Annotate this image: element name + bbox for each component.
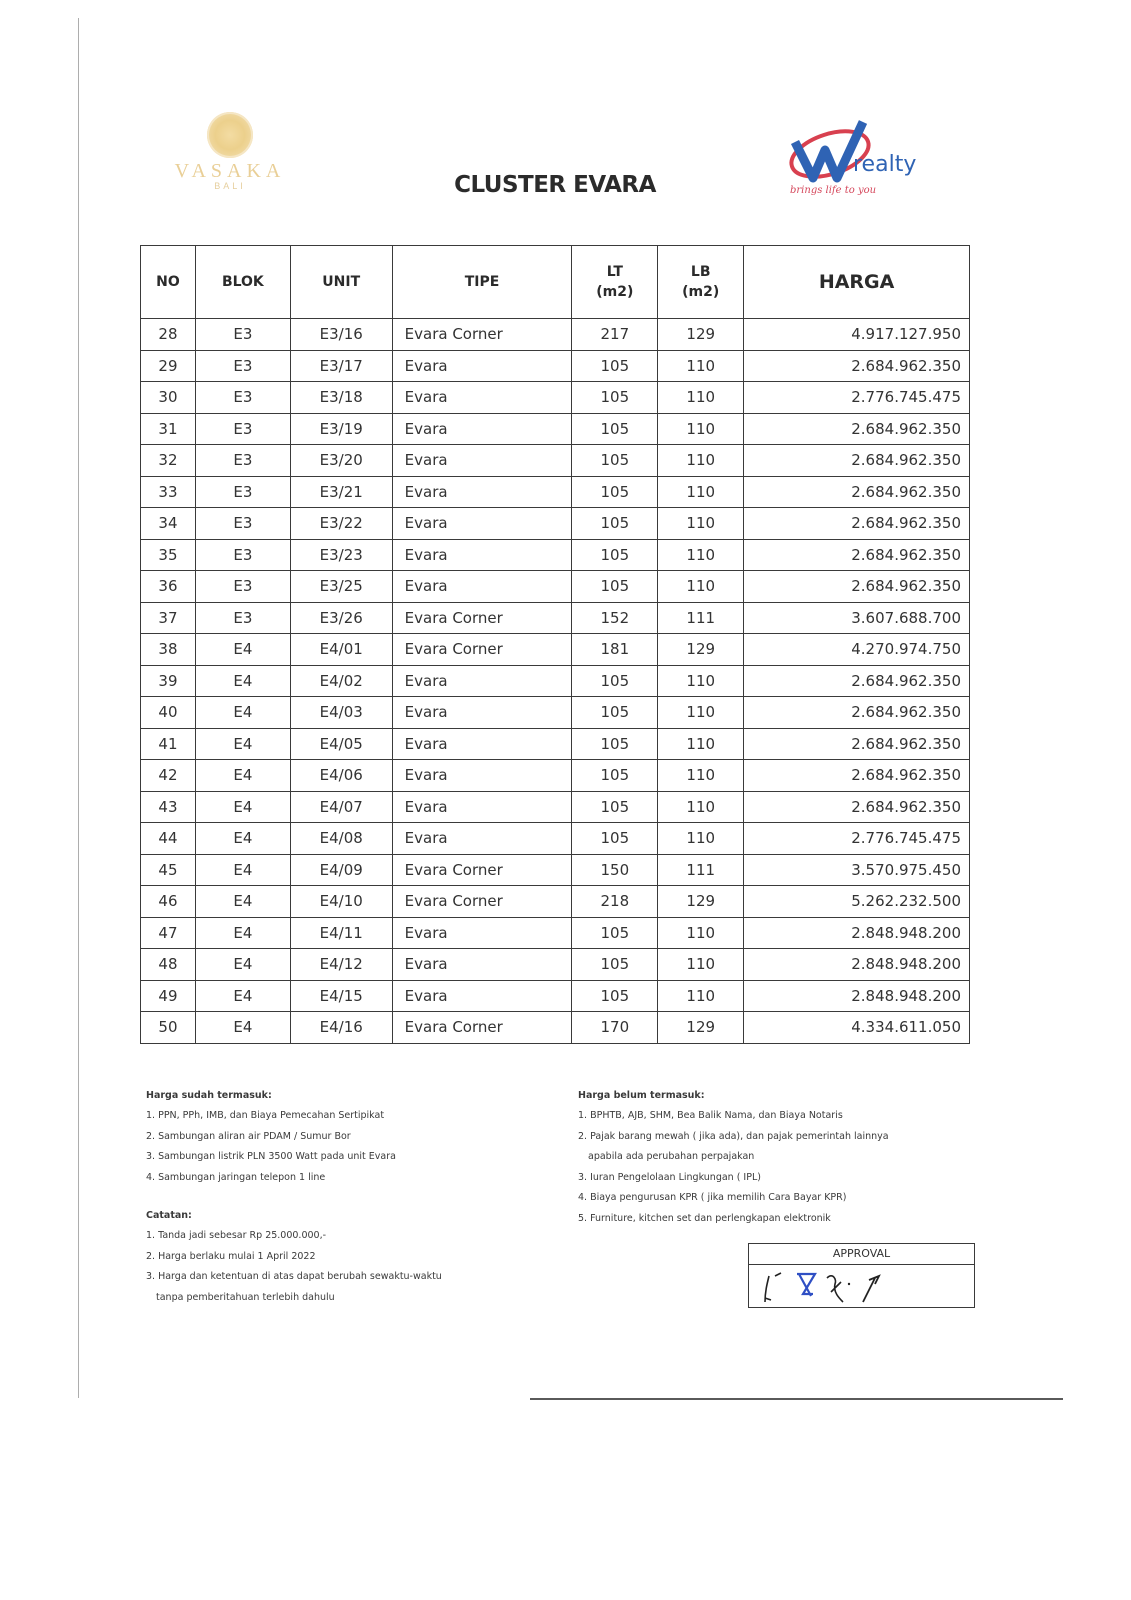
included-item: 1. PPN, PPh, IMB, dan Biaya Pemecahan Sertipikat bbox=[146, 1110, 385, 1121]
cell-unit: E3/17 bbox=[290, 350, 392, 382]
cell-blok: E3 bbox=[195, 602, 290, 634]
cell-lb: 110 bbox=[658, 949, 744, 981]
cell-blok: E3 bbox=[195, 508, 290, 540]
cell-harga: 2.684.962.350 bbox=[744, 571, 970, 603]
cell-harga: 4.270.974.750 bbox=[744, 634, 970, 666]
table-row bbox=[141, 571, 970, 603]
table-row bbox=[141, 886, 970, 918]
table-row bbox=[141, 350, 970, 382]
mandala-icon bbox=[207, 112, 253, 158]
cell-tipe: Evara Corner bbox=[392, 1012, 572, 1044]
cell-no: 37 bbox=[141, 602, 196, 634]
cell-lt: 105 bbox=[572, 949, 658, 981]
cell-tipe: Evara bbox=[392, 980, 572, 1012]
cell-tipe: Evara bbox=[392, 728, 572, 760]
cell-lt: 105 bbox=[572, 791, 658, 823]
cell-harga: 2.684.962.350 bbox=[744, 760, 970, 792]
cell-no: 44 bbox=[141, 823, 196, 855]
table-row bbox=[141, 823, 970, 855]
note-item-continuation: tanpa pemberitahuan terlebih dahulu bbox=[156, 1291, 335, 1303]
cell-harga: 2.684.962.350 bbox=[744, 476, 970, 508]
cell-tipe: Evara bbox=[392, 571, 572, 603]
lb-label: LB bbox=[690, 264, 711, 280]
table-row bbox=[141, 634, 970, 666]
note-item: 2. Harga berlaku mulai 1 April 2022 bbox=[146, 1250, 316, 1262]
cell-lb: 110 bbox=[658, 728, 744, 760]
excluded-heading: Harga belum termasuk: bbox=[578, 1090, 705, 1101]
cell-blok: E4 bbox=[195, 854, 290, 886]
cell-no: 50 bbox=[141, 1012, 196, 1044]
cell-harga: 2.684.962.350 bbox=[744, 539, 970, 571]
cell-unit: E4/02 bbox=[290, 665, 392, 697]
cell-blok: E4 bbox=[195, 791, 290, 823]
cell-harga: 2.776.745.475 bbox=[744, 823, 970, 855]
scan-edge-line bbox=[78, 18, 79, 1398]
cell-lt: 105 bbox=[572, 539, 658, 571]
cell-unit: E4/12 bbox=[290, 949, 392, 981]
cell-harga: 3.570.975.450 bbox=[744, 854, 970, 886]
cell-unit: E3/22 bbox=[290, 508, 392, 540]
cell-unit: E4/11 bbox=[290, 917, 392, 949]
cell-lt: 152 bbox=[572, 602, 658, 634]
cell-lb: 110 bbox=[658, 539, 744, 571]
table-header-row bbox=[141, 246, 970, 319]
table-row bbox=[141, 728, 970, 760]
cell-lb: 110 bbox=[658, 917, 744, 949]
included-item: 4. Sambungan jaringan telepon 1 line bbox=[146, 1171, 326, 1183]
cell-lb: 111 bbox=[658, 602, 744, 634]
cell-lb: 110 bbox=[658, 445, 744, 477]
cell-no: 34 bbox=[141, 508, 196, 540]
realty-tagline: brings life to you bbox=[790, 185, 877, 196]
cell-no: 38 bbox=[141, 634, 196, 666]
cell-lb: 110 bbox=[658, 508, 744, 540]
cell-harga: 2.684.962.350 bbox=[744, 350, 970, 382]
cell-lb: 110 bbox=[658, 823, 744, 855]
cell-unit: E4/03 bbox=[290, 697, 392, 729]
cell-no: 31 bbox=[141, 413, 196, 445]
cell-harga: 2.848.948.200 bbox=[744, 949, 970, 981]
cell-harga: 4.334.611.050 bbox=[744, 1012, 970, 1044]
table-row bbox=[141, 413, 970, 445]
cell-no: 29 bbox=[141, 350, 196, 382]
cell-harga: 2.848.948.200 bbox=[744, 917, 970, 949]
cell-lt: 105 bbox=[572, 508, 658, 540]
cell-harga: 2.684.962.350 bbox=[744, 445, 970, 477]
col-header-lt bbox=[572, 246, 658, 319]
cell-blok: E4 bbox=[195, 665, 290, 697]
cell-harga: 2.684.962.350 bbox=[744, 413, 970, 445]
cell-tipe: Evara bbox=[392, 760, 572, 792]
cell-lb: 110 bbox=[658, 350, 744, 382]
cell-lt: 105 bbox=[572, 697, 658, 729]
vasaka-brand-text: VASAKA bbox=[174, 160, 286, 182]
cell-blok: E4 bbox=[195, 917, 290, 949]
cell-lt: 105 bbox=[572, 571, 658, 603]
cell-blok: E4 bbox=[195, 728, 290, 760]
cell-tipe: Evara bbox=[392, 823, 572, 855]
cell-unit: E3/23 bbox=[290, 539, 392, 571]
cell-blok: E3 bbox=[195, 413, 290, 445]
cell-no: 43 bbox=[141, 791, 196, 823]
cell-lt: 181 bbox=[572, 634, 658, 666]
cell-lt: 105 bbox=[572, 917, 658, 949]
cell-lb: 129 bbox=[658, 886, 744, 918]
cell-harga: 4.917.127.950 bbox=[744, 319, 970, 351]
cell-tipe: Evara Corner bbox=[392, 634, 572, 666]
notes-heading: Catatan: bbox=[146, 1210, 192, 1221]
cell-lt: 105 bbox=[572, 476, 658, 508]
table-row bbox=[141, 508, 970, 540]
cell-blok: E4 bbox=[195, 980, 290, 1012]
cell-lt: 105 bbox=[572, 382, 658, 414]
cell-blok: E3 bbox=[195, 476, 290, 508]
cell-unit: E4/15 bbox=[290, 980, 392, 1012]
price-table bbox=[140, 245, 970, 1044]
cell-harga: 2.684.962.350 bbox=[744, 791, 970, 823]
excluded-item: 1. BPHTB, AJB, SHM, Bea Balik Nama, dan Biaya Notaris bbox=[578, 1110, 843, 1121]
cell-unit: E3/26 bbox=[290, 602, 392, 634]
table-row bbox=[141, 539, 970, 571]
table-row bbox=[141, 602, 970, 634]
table-row bbox=[141, 949, 970, 981]
cell-lt: 105 bbox=[572, 728, 658, 760]
cell-lb: 129 bbox=[658, 634, 744, 666]
cell-lb: 111 bbox=[658, 854, 744, 886]
page-title: CLUSTER EVARA bbox=[454, 172, 656, 198]
included-item: 3. Sambungan listrik PLN 3500 Watt pada unit Evara bbox=[146, 1151, 396, 1162]
cell-unit: E4/06 bbox=[290, 760, 392, 792]
col-header-harga: HARGA bbox=[744, 246, 970, 319]
cell-tipe: Evara bbox=[392, 917, 572, 949]
table-row bbox=[141, 665, 970, 697]
cell-no: 45 bbox=[141, 854, 196, 886]
cell-lb: 110 bbox=[658, 980, 744, 1012]
cell-blok: E4 bbox=[195, 760, 290, 792]
cell-tipe: Evara bbox=[392, 508, 572, 540]
included-heading: Harga sudah termasuk: bbox=[146, 1090, 272, 1101]
cell-lt: 105 bbox=[572, 445, 658, 477]
cell-tipe: Evara Corner bbox=[392, 886, 572, 918]
cell-tipe: Evara bbox=[392, 413, 572, 445]
footer-divider bbox=[530, 1398, 1063, 1400]
cell-lt: 105 bbox=[572, 760, 658, 792]
included-item: 2. Sambungan aliran air PDAM / Sumur Bor bbox=[146, 1130, 351, 1142]
included-section bbox=[146, 1090, 546, 1191]
col-header-blok: BLOK bbox=[195, 246, 290, 319]
cell-unit: E4/05 bbox=[290, 728, 392, 760]
cell-blok: E4 bbox=[195, 634, 290, 666]
cell-unit: E4/08 bbox=[290, 823, 392, 855]
vasaka-bali-logo bbox=[150, 112, 310, 212]
cell-no: 35 bbox=[141, 539, 196, 571]
cell-tipe: Evara bbox=[392, 350, 572, 382]
col-header-tipe: TIPE bbox=[392, 246, 572, 319]
cell-no: 36 bbox=[141, 571, 196, 603]
cell-no: 32 bbox=[141, 445, 196, 477]
cell-unit: E3/19 bbox=[290, 413, 392, 445]
table-row bbox=[141, 445, 970, 477]
excluded-item: 5. Furniture, kitchen set dan perlengkapan elektronik bbox=[578, 1212, 831, 1224]
cell-lt: 217 bbox=[572, 319, 658, 351]
cell-no: 30 bbox=[141, 382, 196, 414]
cell-lb: 110 bbox=[658, 382, 744, 414]
note-item: 3. Harga dan ketentuan di atas dapat berubah sewaktu-waktu bbox=[146, 1271, 442, 1282]
table-row bbox=[141, 476, 970, 508]
cell-lb: 110 bbox=[658, 476, 744, 508]
cell-tipe: Evara bbox=[392, 949, 572, 981]
cell-no: 47 bbox=[141, 917, 196, 949]
cell-harga: 2.684.962.350 bbox=[744, 508, 970, 540]
cell-no: 49 bbox=[141, 980, 196, 1012]
excluded-item: 3. Iuran Pengelolaan Lingkungan ( IPL) bbox=[578, 1171, 761, 1183]
cell-blok: E4 bbox=[195, 949, 290, 981]
table-row bbox=[141, 382, 970, 414]
cell-lb: 110 bbox=[658, 413, 744, 445]
cell-lb: 110 bbox=[658, 665, 744, 697]
signature-icon bbox=[759, 1268, 899, 1306]
cell-no: 39 bbox=[141, 665, 196, 697]
cell-lt: 105 bbox=[572, 413, 658, 445]
cell-blok: E4 bbox=[195, 886, 290, 918]
table-row bbox=[141, 319, 970, 351]
cell-blok: E3 bbox=[195, 445, 290, 477]
excluded-item-continuation: apabila ada perubahan perpajakan bbox=[588, 1151, 755, 1162]
table-row bbox=[141, 760, 970, 792]
cell-unit: E4/01 bbox=[290, 634, 392, 666]
cell-lb: 129 bbox=[658, 1012, 744, 1044]
cell-lt: 105 bbox=[572, 980, 658, 1012]
cell-tipe: Evara Corner bbox=[392, 854, 572, 886]
cell-harga: 5.262.232.500 bbox=[744, 886, 970, 918]
cell-no: 46 bbox=[141, 886, 196, 918]
cell-lt: 170 bbox=[572, 1012, 658, 1044]
note-item: 1. Tanda jadi sebesar Rp 25.000.000,- bbox=[146, 1230, 327, 1241]
cell-tipe: Evara Corner bbox=[392, 319, 572, 351]
cell-harga: 2.684.962.350 bbox=[744, 728, 970, 760]
notes-section bbox=[146, 1210, 546, 1311]
cell-unit: E3/18 bbox=[290, 382, 392, 414]
cell-harga: 2.776.745.475 bbox=[744, 382, 970, 414]
cell-lt: 218 bbox=[572, 886, 658, 918]
cell-lb: 110 bbox=[658, 571, 744, 603]
table-row bbox=[141, 697, 970, 729]
cell-unit: E4/16 bbox=[290, 1012, 392, 1044]
table-row bbox=[141, 980, 970, 1012]
cell-unit: E4/07 bbox=[290, 791, 392, 823]
cell-harga: 3.607.688.700 bbox=[744, 602, 970, 634]
cell-unit: E4/10 bbox=[290, 886, 392, 918]
cell-harga: 2.684.962.350 bbox=[744, 697, 970, 729]
cell-tipe: Evara bbox=[392, 791, 572, 823]
cell-tipe: Evara bbox=[392, 445, 572, 477]
cell-lb: 110 bbox=[658, 697, 744, 729]
col-header-no: NO bbox=[141, 246, 196, 319]
table-row bbox=[141, 917, 970, 949]
cell-tipe: Evara Corner bbox=[392, 602, 572, 634]
cell-lt: 105 bbox=[572, 350, 658, 382]
approval-box bbox=[748, 1243, 975, 1308]
lt-label: LT bbox=[606, 264, 623, 280]
cell-unit: E3/25 bbox=[290, 571, 392, 603]
cell-lb: 110 bbox=[658, 760, 744, 792]
cell-blok: E3 bbox=[195, 319, 290, 351]
table-row bbox=[141, 854, 970, 886]
cell-tipe: Evara bbox=[392, 539, 572, 571]
table-row bbox=[141, 791, 970, 823]
cell-lt: 105 bbox=[572, 665, 658, 697]
cell-tipe: Evara bbox=[392, 382, 572, 414]
cell-no: 33 bbox=[141, 476, 196, 508]
vasaka-sub-text: BALI bbox=[214, 181, 246, 191]
cell-blok: E4 bbox=[195, 697, 290, 729]
cell-harga: 2.684.962.350 bbox=[744, 665, 970, 697]
excluded-item: 2. Pajak barang mewah ( jika ada), dan pajak pemerintah lainnya bbox=[578, 1130, 889, 1142]
cell-blok: E3 bbox=[195, 539, 290, 571]
cell-blok: E4 bbox=[195, 1012, 290, 1044]
col-header-unit: UNIT bbox=[290, 246, 392, 319]
excluded-item: 4. Biaya pengurusan KPR ( jika memilih Cara Bayar KPR) bbox=[578, 1192, 847, 1203]
excluded-section bbox=[578, 1090, 978, 1232]
cell-blok: E3 bbox=[195, 382, 290, 414]
w-realty-logo bbox=[785, 120, 925, 210]
lt-unit: (m2) bbox=[596, 284, 634, 300]
col-header-lb bbox=[658, 246, 744, 319]
cell-lt: 150 bbox=[572, 854, 658, 886]
cell-blok: E3 bbox=[195, 350, 290, 382]
cell-tipe: Evara bbox=[392, 665, 572, 697]
cell-tipe: Evara bbox=[392, 697, 572, 729]
cell-lb: 110 bbox=[658, 791, 744, 823]
cell-blok: E4 bbox=[195, 823, 290, 855]
lb-unit: (m2) bbox=[682, 284, 720, 300]
cell-no: 28 bbox=[141, 319, 196, 351]
approval-label: APPROVAL bbox=[749, 1244, 974, 1265]
cell-tipe: Evara bbox=[392, 476, 572, 508]
cell-unit: E3/16 bbox=[290, 319, 392, 351]
realty-text: realty bbox=[853, 152, 917, 177]
cell-no: 48 bbox=[141, 949, 196, 981]
cell-harga: 2.848.948.200 bbox=[744, 980, 970, 1012]
table-row bbox=[141, 1012, 970, 1044]
cell-no: 40 bbox=[141, 697, 196, 729]
cell-unit: E3/20 bbox=[290, 445, 392, 477]
cell-lt: 105 bbox=[572, 823, 658, 855]
cell-no: 42 bbox=[141, 760, 196, 792]
cell-no: 41 bbox=[141, 728, 196, 760]
cell-unit: E4/09 bbox=[290, 854, 392, 886]
cell-blok: E3 bbox=[195, 571, 290, 603]
cell-unit: E3/21 bbox=[290, 476, 392, 508]
cell-lb: 129 bbox=[658, 319, 744, 351]
